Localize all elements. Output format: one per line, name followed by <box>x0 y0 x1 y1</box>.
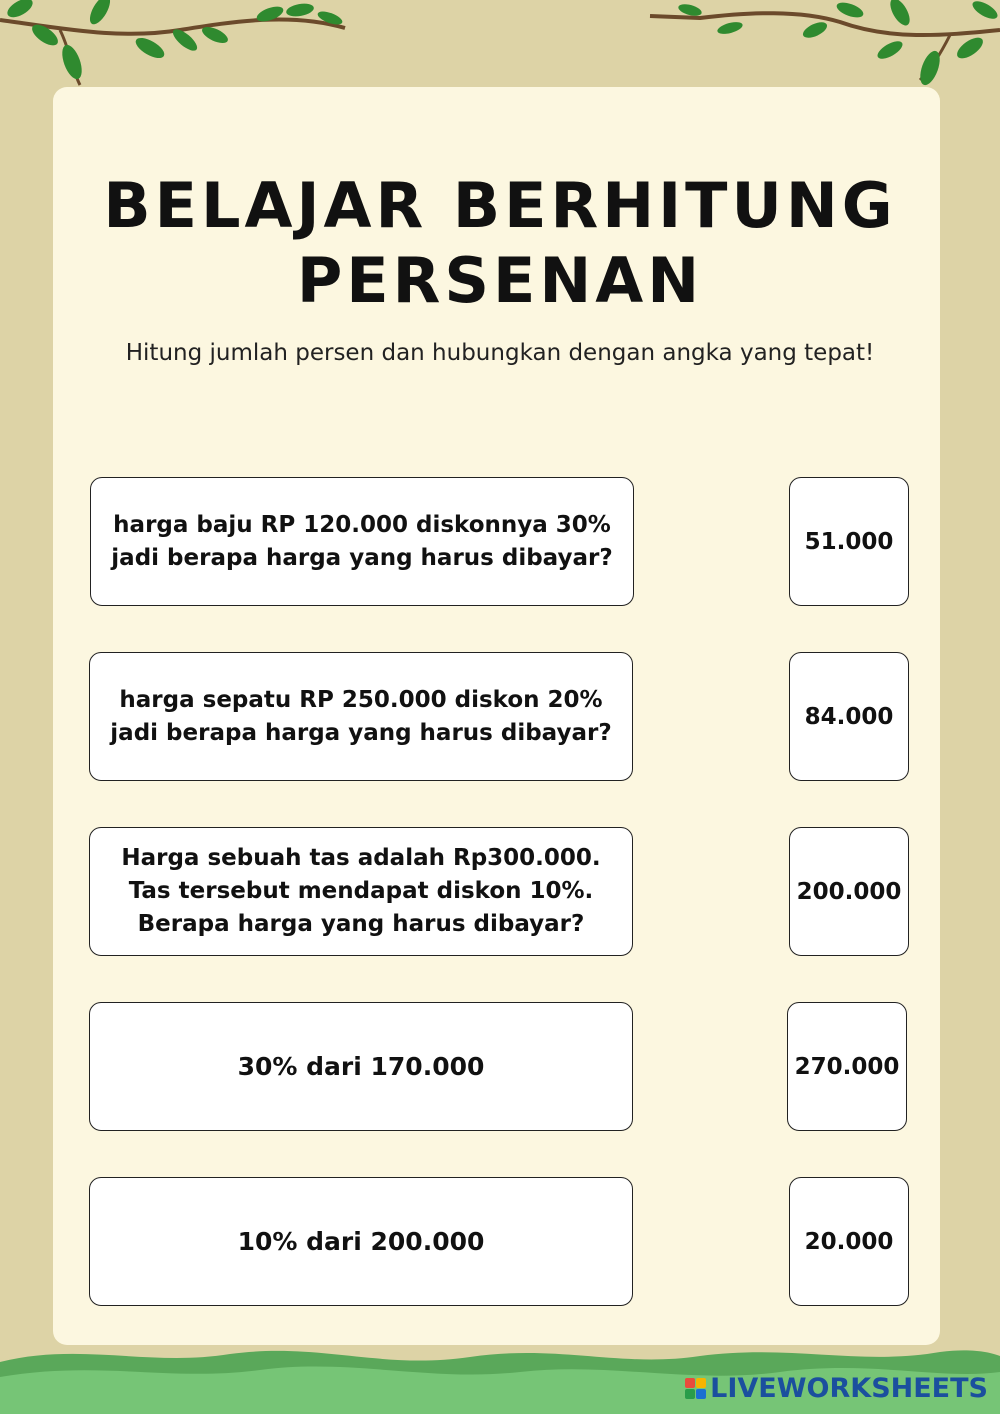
leaf-branch-right-decoration <box>640 0 1000 100</box>
worksheet-title <box>0 168 1000 318</box>
answer-box-3[interactable]: 200.000 <box>789 827 909 956</box>
liveworksheets-logo-text: LIVEWORKSHEETS <box>710 1373 988 1404</box>
question-box-5[interactable]: 10% dari 200.000 <box>89 1177 633 1306</box>
answer-box-2[interactable]: 84.000 <box>789 652 909 781</box>
question-box-1[interactable]: harga baju RP 120.000 diskonnya 30% jadi berapa harga yang harus dibayar? <box>90 477 634 606</box>
liveworksheets-logo[interactable] <box>685 1373 988 1404</box>
question-box-3[interactable]: Harga sebuah tas adalah Rp300.000. Tas tersebut mendapat diskon 10%. Berapa harga yang harus dibayar? <box>89 827 633 956</box>
answer-box-1[interactable]: 51.000 <box>789 477 909 606</box>
question-box-2[interactable]: harga sepatu RP 250.000 diskon 20% jadi berapa harga yang harus dibayar? <box>89 652 633 781</box>
liveworksheets-logo-icon <box>685 1378 706 1399</box>
title-line-2: PERSENAN <box>296 244 704 317</box>
answer-box-4[interactable]: 270.000 <box>787 1002 907 1131</box>
worksheet-instruction: Hitung jumlah persen dan hubungkan dengan angka yang tepat! <box>125 340 875 366</box>
question-box-4[interactable]: 30% dari 170.000 <box>89 1002 633 1131</box>
answer-box-5[interactable]: 20.000 <box>789 1177 909 1306</box>
title-line-1: BELAJAR BERHITUNG <box>103 169 897 242</box>
leaf-branch-left-decoration <box>0 0 360 100</box>
